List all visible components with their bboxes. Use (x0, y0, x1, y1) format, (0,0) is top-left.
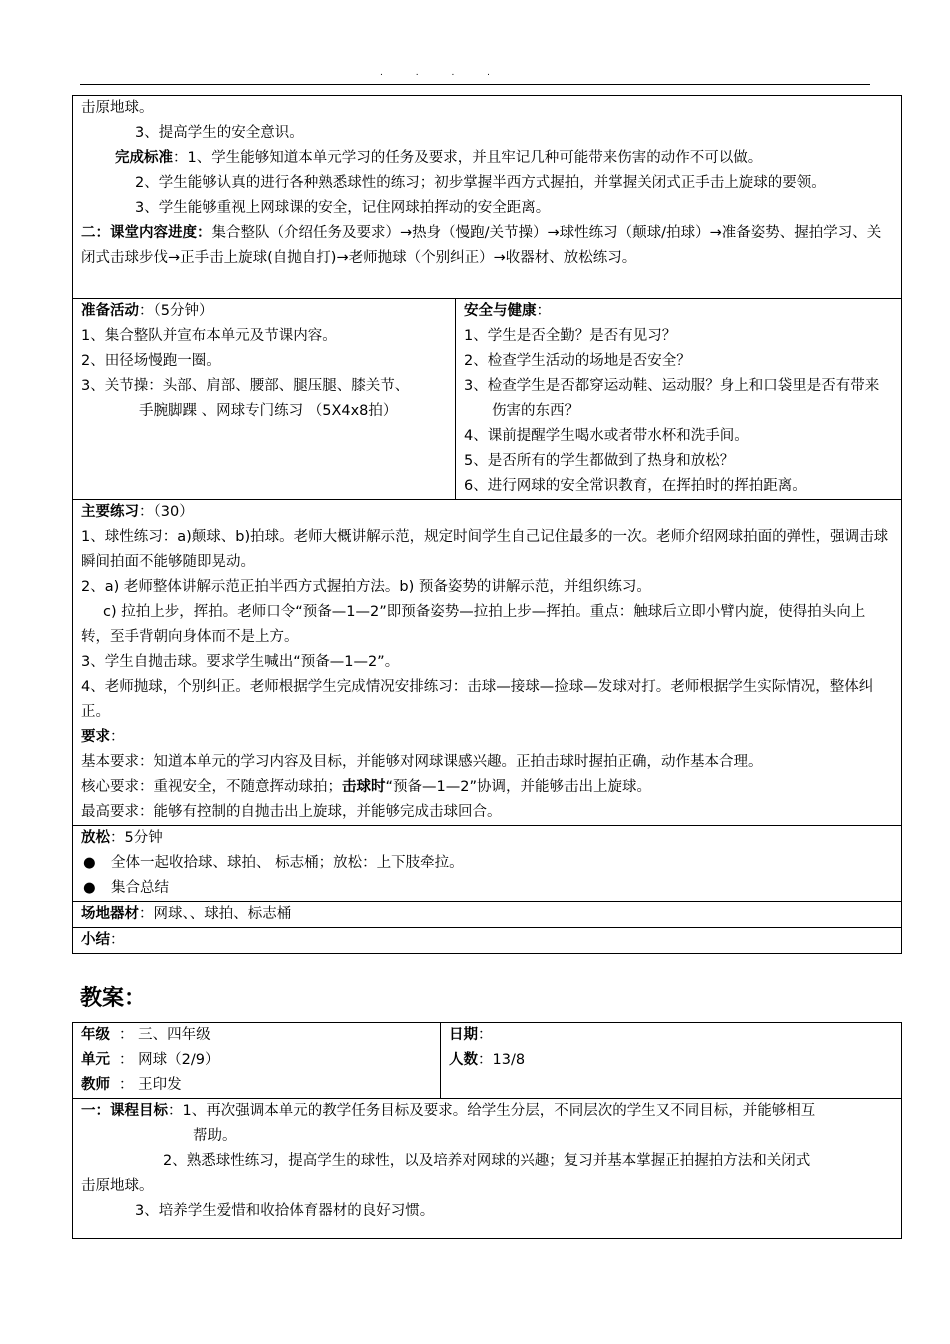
prep-item: 3、关节操：头部、肩部、腰部、腿压腿、膝关节、 (81, 378, 410, 394)
equipment-cell (73, 902, 902, 928)
safety-item: 1、学生是否全勤？是否有见习？ (464, 328, 677, 344)
main-paragraph-4: 4、老师抛球，个别纠正。老师根据学生完成情况安排练习：击球—接球—捡球—发球对打。老师根据学生实际情况，整体纠正。 (81, 679, 874, 720)
relax-text: ：5分钟 (110, 830, 163, 846)
standard-item-2: 2、学生能够认真的进行各种熟悉球性的练习；初步掌握半西方式握拍，并掌握关闭式正手击上旋球的要领。 (135, 175, 826, 191)
prep-duration: （5分钟） (153, 303, 214, 319)
standard-label: 完成标准 (115, 150, 173, 166)
progress-line (81, 221, 893, 271)
relax-bullet-text: 全体一起收拾球、球拍、 标志桶；放松：上下肢牵拉。 (111, 855, 464, 871)
date-row (449, 1023, 893, 1048)
prep-item: 1、集合整队并宣布本单元及节课内容。 (81, 328, 337, 344)
equipment-text: ：网球、、球拍、标志桶 (139, 906, 292, 922)
main-sep: ： (139, 504, 154, 520)
main-duration: （30） (153, 504, 194, 520)
standard-sep: ： (173, 150, 188, 166)
unit-label: 单元 (81, 1052, 110, 1068)
relax-label: 放松 (81, 830, 110, 846)
prep-item: 2、田径场慢跑一圈。 (81, 353, 221, 369)
safety-item: 2、检查学生活动的场地是否安全？ (464, 353, 691, 369)
teacher-row (81, 1073, 432, 1098)
goal-item-1-line (81, 1099, 893, 1124)
progress-label: 二：课堂内容进度： (81, 225, 212, 241)
bullet-icon: ● (83, 855, 96, 871)
relax-bullet-item (81, 876, 893, 901)
safety-item: 4、课前提醒学生喝水或者带水杯和洗手间。 (464, 428, 749, 444)
prep-heading (81, 299, 447, 324)
course-goals-cell (73, 1099, 902, 1239)
unit-value: ： 网球（2/9） (119, 1052, 220, 1068)
summary-text: ： (110, 932, 125, 948)
main-paragraph-3: 3、学生自抛击球。要求学生喊出“预备—1—2”。 (81, 654, 400, 670)
standard-item-3: 3、学生能够重视上网球课的安全，记住网球拍挥动的安全距离。 (135, 200, 551, 216)
requirement-core-bold: 击球时 (342, 779, 386, 795)
main-heading (81, 500, 893, 525)
bullet-icon: ● (83, 880, 96, 896)
teacher-label: 教师 (81, 1077, 110, 1093)
info-left-cell (73, 1023, 441, 1099)
relax-cell (73, 826, 902, 902)
count-label: 人数 (449, 1052, 478, 1068)
count-value: ：13/8 (478, 1052, 526, 1068)
progress-text: 集合整队（介绍任务及要求）→热身（慢跑/关节操）→球性练习（颠球/拍球）→准备姿势、握拍学习、关闭式击球步伐→正手击上旋球(自抛自打)→老师抛球（个别纠正）→收器材、放松练习。 (81, 225, 882, 266)
goal-item-3: 3、培养学生爱惜和收拾体育器材的良好习惯。 (135, 1203, 435, 1219)
requirement-core-pre: 核心要求：重视安全，不随意挥动球拍； (81, 779, 342, 795)
goal-item-2: 2、熟悉球性练习，提高学生的球性，以及培养对网球的兴趣；复习并基本掌握正拍握拍方法和关闭式 (163, 1153, 811, 1169)
header-dots: . . . . (380, 68, 491, 78)
main-practice-cell (73, 500, 902, 826)
equipment-label: 场地器材 (81, 906, 139, 922)
goal-item-1: 1、再次强调本单元的教学任务目标及要求。给学生分层，不同层次的学生又不同目标，并能够相互 (182, 1103, 816, 1119)
requirement-core (81, 775, 893, 800)
safety-sep: ： (536, 303, 551, 319)
summary-cell (73, 928, 902, 954)
date-value: ： (478, 1027, 493, 1043)
course-goals-sep: ： (168, 1103, 183, 1119)
standard-item-1-line (81, 146, 893, 171)
goal-item-2-continuation: 击原地球。 (81, 1178, 154, 1194)
prep-label: 准备活动 (81, 303, 139, 319)
info-right-cell (441, 1023, 902, 1099)
safety-item: 6、进行网球的安全常识教育，在挥拍时的挥拍距离。 (464, 478, 807, 494)
unit-row (81, 1048, 432, 1073)
requirement-basic: 基本要求：知道本单元的学习内容及目标，并能够对网球课感兴趣。正拍击球时握拍正确，动作基本合理。 (81, 754, 763, 770)
requirements-sep: ： (110, 729, 125, 745)
safety-cell (456, 299, 902, 500)
lesson-plan-table-1 (72, 95, 902, 954)
safety-heading (464, 299, 893, 324)
main-paragraph-1: 1、球性练习：a)颠球、b)拍球。老师大概讲解示范，规定时间学生自己记住最多的一次。老师介绍网球拍面的弹性，强调击球瞬间拍面不能够随即晃动。 (81, 529, 889, 570)
date-label: 日期 (449, 1027, 478, 1043)
count-row (449, 1048, 893, 1073)
goal-item-3: 3、提高学生的安全意识。 (135, 125, 304, 141)
goal-continuation: 击原地球。 (81, 100, 154, 116)
main-paragraph-2c: c) 拉拍上步，挥拍。老师口令“预备—1—2”即预备姿势—拉拍上步—挥拍。重点：触球后立即小臂内旋，使得拍头向上转，至手背朝向身体而不是上方。 (81, 604, 866, 645)
safety-item: 5、是否所有的学生都做到了热身和放松？ (464, 453, 735, 469)
relax-bullet-item (81, 851, 893, 876)
lesson-plan-table-2 (72, 1022, 902, 1239)
summary-label: 小结 (81, 932, 110, 948)
requirements-label: 要求 (81, 729, 110, 745)
grade-label: 年级 (81, 1027, 110, 1043)
goals-standards-cell (73, 96, 902, 299)
header-rule (80, 84, 870, 85)
main-paragraph-2: 2、a) 老师整体讲解示范正拍半西方式握拍方法。b) 预备姿势的讲解示范，并组织练习。 (81, 579, 651, 595)
safety-label: 安全与健康 (464, 303, 537, 319)
requirement-core-post: “预备—1—2”协调，并能够击出上旋球。 (385, 779, 651, 795)
relax-heading (81, 826, 893, 851)
requirement-max: 最高要求：能够有控制的自抛击出上旋球，并能够完成击球回合。 (81, 804, 502, 820)
prep-item-continuation: 手腕脚踝 、网球专门练习 （5X4x8拍） (139, 403, 398, 419)
prep-sep: ： (139, 303, 154, 319)
prep-cell (73, 299, 456, 500)
main-label: 主要练习 (81, 504, 139, 520)
safety-item: 3、检查学生是否都穿运动鞋、运动服？身上和口袋里是否有带来伤害的东西？ (464, 378, 880, 419)
page-title: 教案： (80, 986, 147, 1011)
requirements-heading (81, 725, 893, 750)
standard-item-1: 1、学生能够知道本单元学习的任务及要求，并且牢记几种可能带来伤害的动作不可以做。 (187, 150, 763, 166)
grade-row (81, 1023, 432, 1048)
relax-bullet-text: 集合总结 (111, 880, 169, 896)
grade-value: ： 三、四年级 (119, 1027, 211, 1043)
goal-item-1-continuation: 帮助。 (193, 1128, 237, 1144)
course-goals-label: 一：课程目标 (81, 1103, 168, 1119)
teacher-value: ： 王印发 (119, 1077, 182, 1093)
